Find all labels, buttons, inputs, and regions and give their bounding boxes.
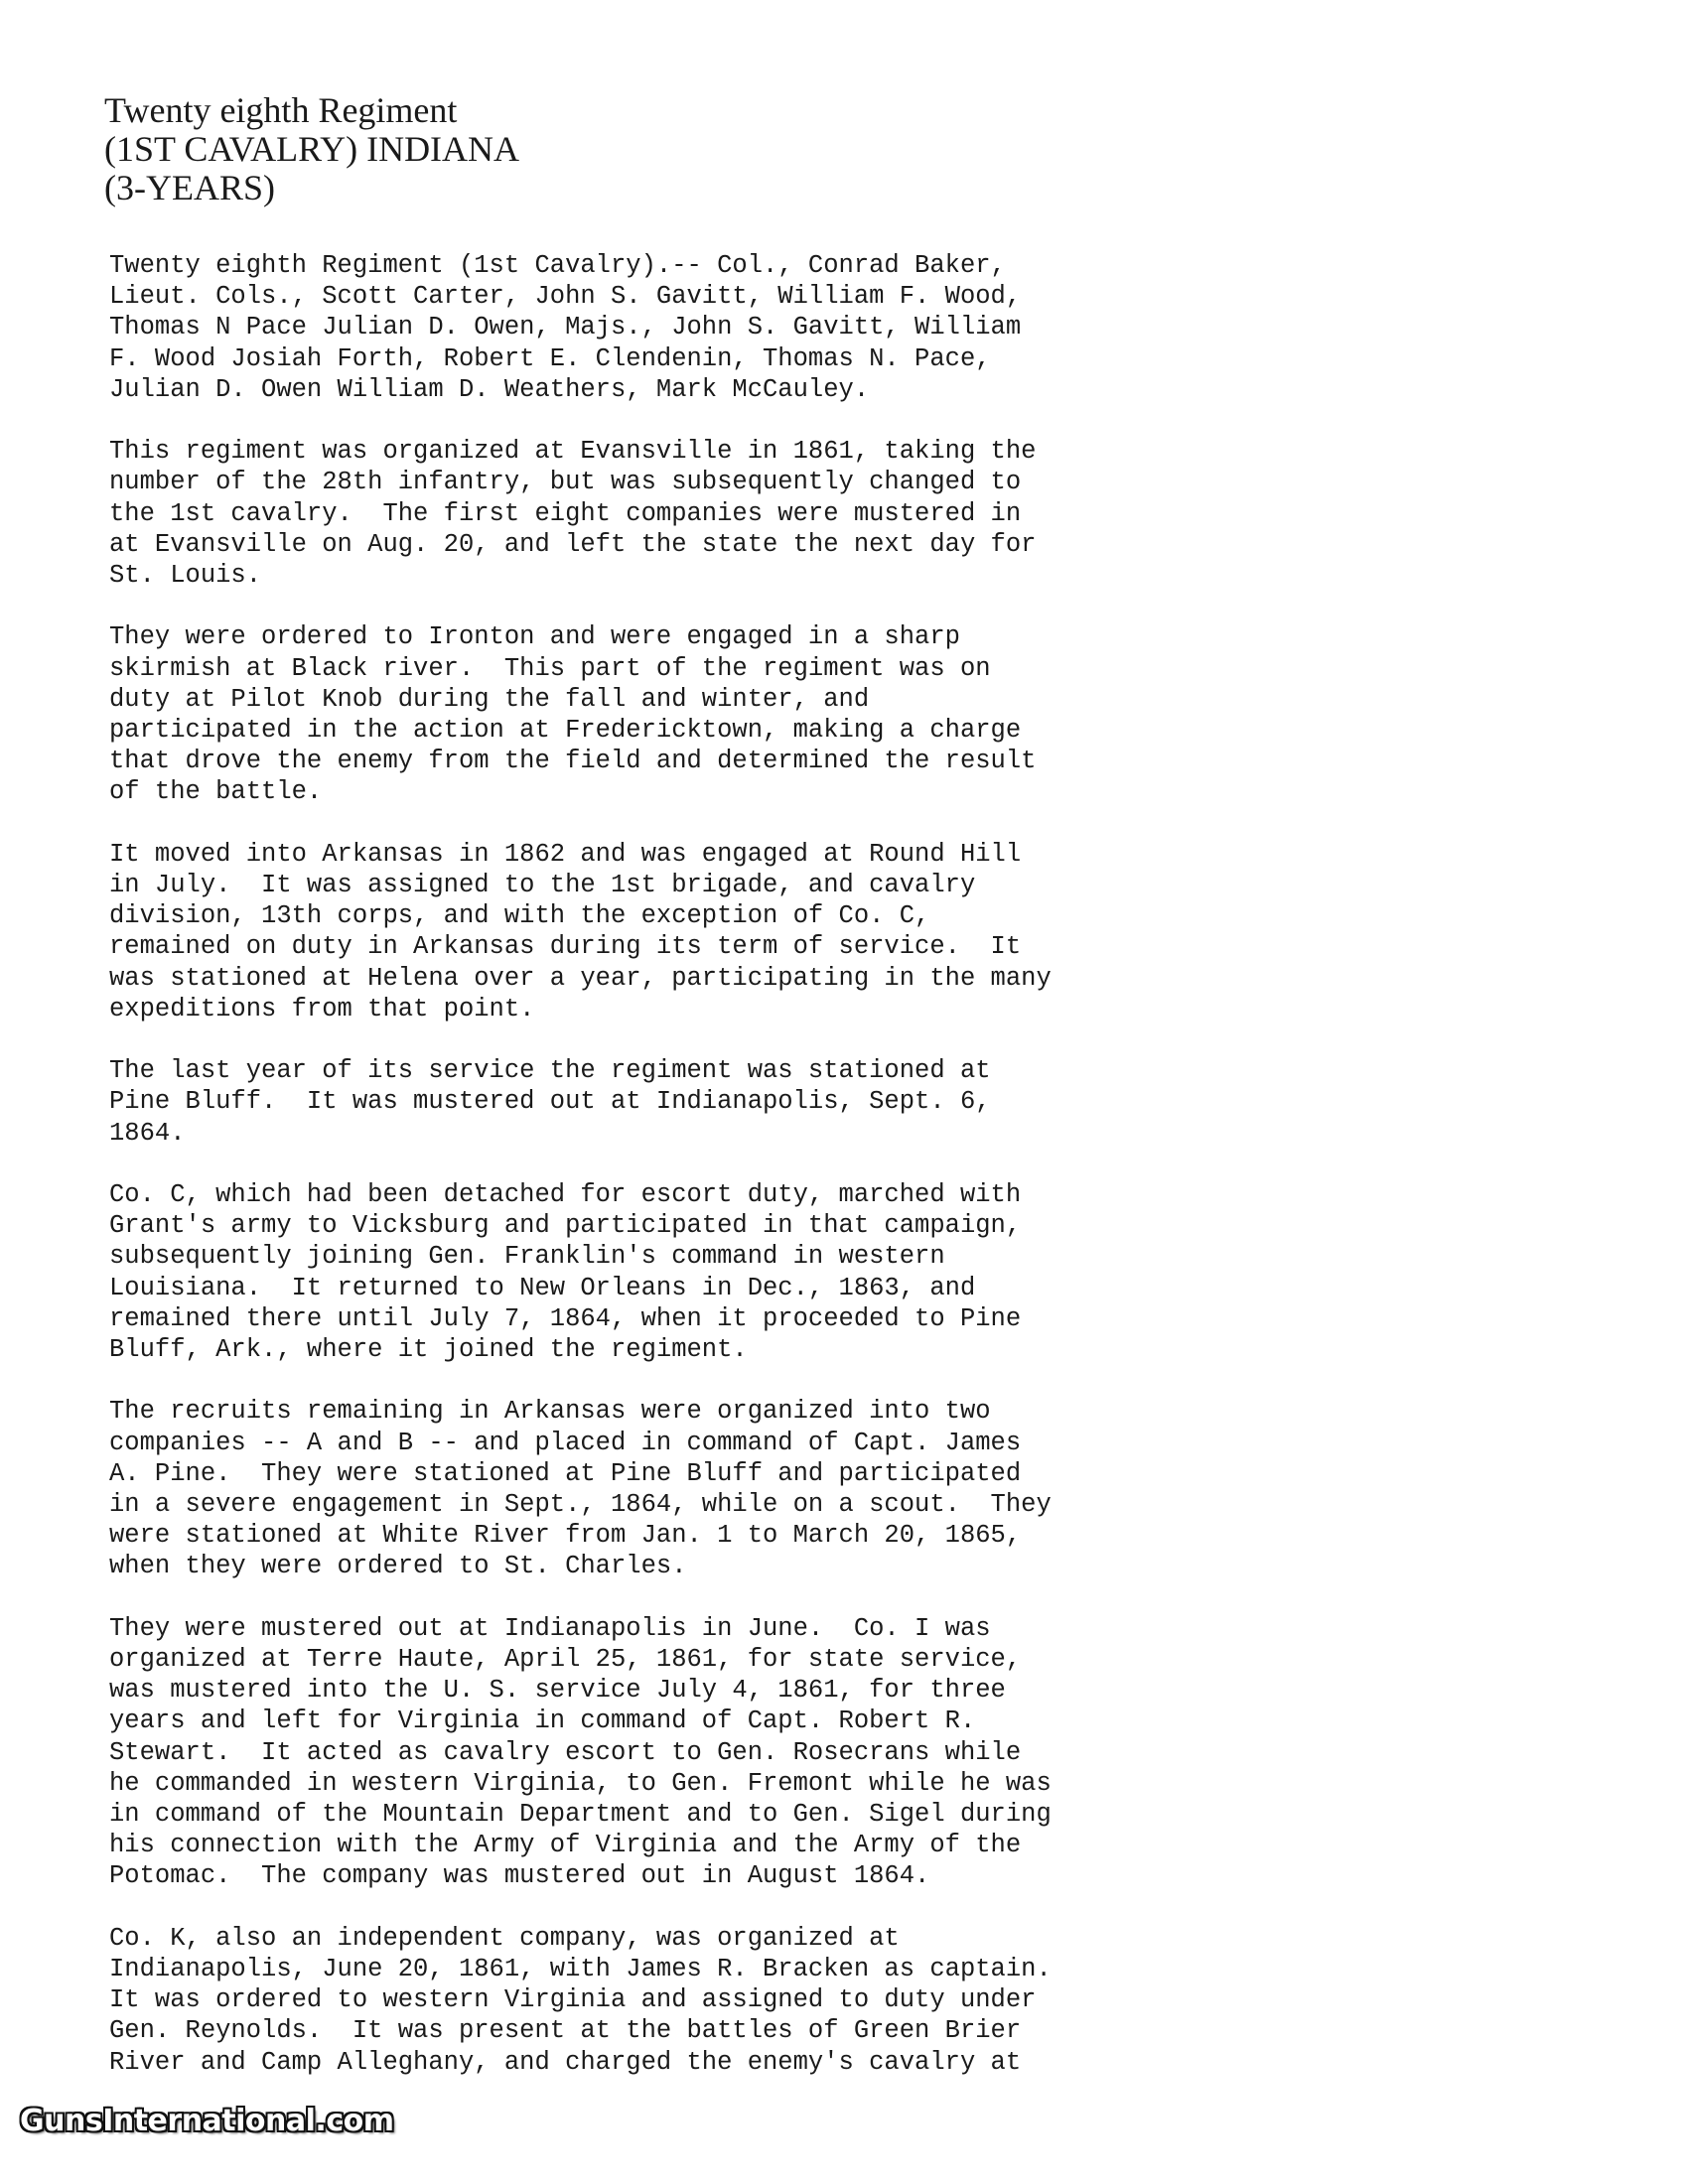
text-line: the 1st cavalry. The first eight companies were mustered in [109, 498, 1022, 528]
text-line: in command of the Mountain Department and to Gen. Sigel during [109, 1800, 1052, 1830]
text-line: Thomas N Pace Julian D. Owen, Majs., John S. Gavitt, William [109, 313, 1022, 342]
text-line: years and left for Virginia in command of Capt. Robert R. [109, 1706, 976, 1736]
paragraph [109, 621, 1102, 807]
text-line: that drove the enemy from the field and determined the result [109, 747, 1037, 776]
heading-line-2: (1ST CAVALRY) INDIANA [104, 129, 520, 169]
heading-line-3: (3-YEARS) [104, 168, 275, 207]
heading-line-1: Twenty eighth Regiment [104, 90, 458, 130]
paragraph [109, 250, 1102, 405]
text-line: skirmish at Black river. This part of the regiment was on [109, 653, 991, 683]
text-line: Louisiana. It returned to New Orleans in Dec., 1863, and [109, 1273, 976, 1302]
text-line: A. Pine. They were stationed at Pine Bluff and participated [109, 1458, 1022, 1488]
text-line: They were mustered out at Indianapolis in June. Co. I was [109, 1613, 991, 1643]
text-line: duty at Pilot Knob during the fall and winter, and [109, 684, 870, 714]
text-line: St. Louis. [109, 561, 262, 591]
text-line: of the battle. [109, 777, 323, 807]
text-line: companies -- A and B -- and placed in command of Capt. James [109, 1428, 1022, 1457]
text-line: Stewart. It acted as cavalry escort to Gen. Rosecrans while [109, 1737, 1022, 1767]
document-heading [104, 91, 998, 207]
text-line: participated in the action at Fredericktown, making a charge [109, 716, 1022, 746]
text-line: This regiment was organized at Evansville in 1861, taking the [109, 437, 1037, 467]
text-line: was mustered into the U. S. service July 4, 1861, for three [109, 1676, 1006, 1706]
text-line: The last year of its service the regiment was stationed at [109, 1056, 991, 1086]
text-line: Lieut. Cols., Scott Carter, John S. Gavitt, William F. Wood, [109, 282, 1022, 312]
paragraph [109, 1179, 1102, 1365]
text-line: Co. K, also an independent company, was organized at [109, 1923, 900, 1953]
text-line: Julian D. Owen William D. Weathers, Mark McCauley. [109, 374, 870, 404]
text-line: division, 13th corps, and with the exception of Co. C, [109, 901, 930, 931]
paragraph [109, 839, 1102, 1024]
text-line: he commanded in western Virginia, to Gen. Fremont while he was [109, 1768, 1052, 1798]
paragraph [109, 1396, 1102, 1581]
text-line: Co. C, which had been detached for escort duty, marched with [109, 1180, 1022, 1210]
document-body [109, 250, 1102, 2109]
text-line: F. Wood Josiah Forth, Robert E. Clendenin, Thomas N. Pace, [109, 343, 991, 373]
text-line: in a severe engagement in Sept., 1864, while on a scout. They [109, 1490, 1052, 1520]
text-line: number of the 28th infantry, but was subsequently changed to [109, 468, 1022, 497]
text-line: was stationed at Helena over a year, participating in the many [109, 963, 1052, 993]
watermark-text: GunsInternational.com [20, 2103, 394, 2138]
text-line: Grant's army to Vicksburg and participated in that campaign, [109, 1211, 1022, 1241]
text-line: 1864. [109, 1118, 186, 1148]
text-line: his connection with the Army of Virginia and the Army of the [109, 1831, 1022, 1860]
text-line: when they were ordered to St. Charles. [109, 1552, 687, 1581]
text-line: It moved into Arkansas in 1862 and was engaged at Round Hill [109, 839, 1022, 869]
text-line: Potomac. The company was mustered out in August 1864. [109, 1861, 930, 1891]
text-line: remained on duty in Arkansas during its term of service. It [109, 932, 1022, 962]
text-line: Twenty eighth Regiment (1st Cavalry).-- Col., Conrad Baker, [109, 251, 1006, 280]
text-line: Bluff, Ark., where it joined the regiment. [109, 1335, 748, 1365]
paragraph [109, 436, 1102, 591]
text-line: expeditions from that point. [109, 994, 535, 1024]
text-line: organized at Terre Haute, April 25, 1861, for state service, [109, 1645, 1022, 1675]
text-line: at Evansville on Aug. 20, and left the state the next day for [109, 529, 1037, 559]
text-line: were stationed at White River from Jan. 1 to March 20, 1865, [109, 1521, 1022, 1551]
text-line: They were ordered to Ironton and were engaged in a sharp [109, 622, 960, 652]
text-line: in July. It was assigned to the 1st brigade, and cavalry [109, 871, 976, 900]
text-line: It was ordered to western Virginia and assigned to duty under [109, 1985, 1037, 2015]
paragraph [109, 1923, 1102, 2078]
watermark-logo [20, 2099, 393, 2142]
text-line: The recruits remaining in Arkansas were organized into two [109, 1397, 991, 1427]
text-line: subsequently joining Gen. Franklin's command in western [109, 1242, 945, 1272]
text-line: Indianapolis, June 20, 1861, with James R. Bracken as captain. [109, 1955, 1052, 1984]
text-line: Pine Bluff. It was mustered out at Indianapolis, Sept. 6, [109, 1087, 991, 1117]
text-line: remained there until July 7, 1864, when it proceeded to Pine [109, 1303, 1022, 1333]
text-line: River and Camp Alleghany, and charged the enemy's cavalry at [109, 2047, 1022, 2077]
paragraph [109, 1613, 1102, 1892]
paragraph [109, 1055, 1102, 1149]
text-line: Gen. Reynolds. It was present at the battles of Green Brier [109, 2016, 1022, 2046]
